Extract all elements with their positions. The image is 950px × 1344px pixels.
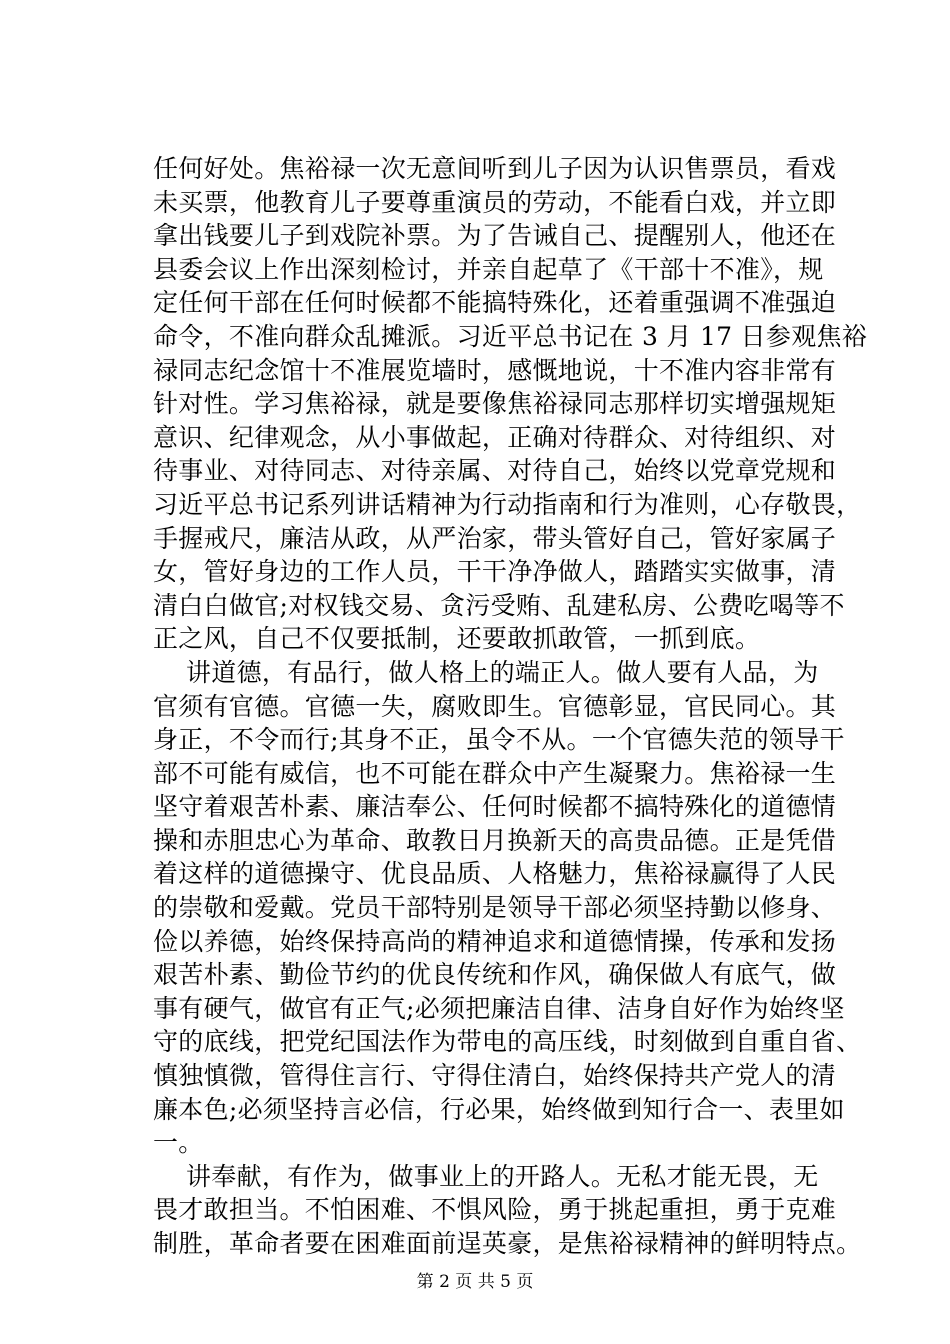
text-line: 禄同志纪念馆十不准展览墙时，感慨地说，十不准内容非常有: [153, 355, 837, 385]
text-line: 俭以养德，始终保持高尚的精神追求和道德情操，传承和发扬: [153, 926, 837, 956]
text-line: 讲道德，有品行，做人格上的端正人。做人要有人品，为: [153, 657, 819, 687]
text-line: 慎独慎微，管得住言行、守得住清白，始终保持共产党人的清: [153, 1061, 837, 1091]
text-line: 意识、纪律观念，从小事做起，正确对待群众、对待组织、对: [153, 422, 837, 452]
text-line: 女，管好身边的工作人员，干干净净做人，踏踏实实做事，清: [153, 557, 837, 587]
text-line: 守的底线，把党纪国法作为带电的高压线，时刻做到自重自省、: [153, 1027, 862, 1057]
text-line: 习近平总书记系列讲话精神为行动指南和行为准则，心存敬畏，: [153, 489, 862, 519]
text-line: 县委会议上作出深刻检讨，并亲自起草了《干部十不准》，规: [153, 254, 824, 284]
text-line: 命令，不准向群众乱摊派。习近平总书记在 3 月 17 日参观焦裕: [153, 321, 868, 351]
text-line: 艰苦朴素、勤俭节约的优良传统和作风，确保做人有底气，做: [153, 960, 837, 990]
text-line: 身正，不令而行;其身不正，虽令不从。一个官德失范的领导干: [153, 725, 845, 755]
text-line: 一。: [153, 1128, 204, 1158]
text-line: 畏才敢担当。不怕困难、不惧风险，勇于挑起重担，勇于克难: [153, 1195, 837, 1225]
text-line: 拿出钱要儿子到戏院补票。为了告诫自己、提醒别人，他还在: [153, 221, 837, 251]
text-line: 操和赤胆忠心为革命、敢教日月换新天的高贵品德。正是凭借: [153, 825, 837, 855]
text-line: 讲奉献，有作为，做事业上的开路人。无私才能无畏，无: [153, 1161, 819, 1191]
text-line: 定任何干部在任何时候都不能搞特殊化，还着重强调不准强迫: [153, 288, 837, 318]
text-line: 正之风，自己不仅要抵制，还要敢抓敢管，一抓到底。: [153, 624, 761, 654]
page-number-footer: 第 2 页 共 5 页: [416, 1272, 534, 1292]
text-line: 未买票，他教育儿子要尊重演员的劳动，不能看白戏，并立即: [153, 187, 837, 217]
text-line: 着这样的道德操守、优良品质、人格魅力，焦裕禄赢得了人民: [153, 859, 837, 889]
text-line: 廉本色;必须坚持言必信，行必果，始终做到知行合一、表里如: [153, 1094, 845, 1124]
text-line: 部不可能有威信，也不可能在群众中产生凝聚力。焦裕禄一生: [153, 758, 837, 788]
text-line: 制胜，革命者要在困难面前逞英豪，是焦裕禄精神的鲜明特点。: [153, 1229, 862, 1258]
text-line: 清白白做官;对权钱交易、贪污受贿、乱建私房、公费吃喝等不: [153, 590, 845, 620]
text-line: 手握戒尺，廉洁从政，从严治家，带头管好自己，管好家属子: [153, 523, 837, 553]
text-line: 的崇敬和爱戴。党员干部特别是领导干部必须坚持勤以修身、: [153, 893, 837, 923]
text-line: 坚守着艰苦朴素、廉洁奉公、任何时候都不搞特殊化的道德情: [153, 792, 837, 822]
body-text: [153, 152, 868, 1261]
text-line: 任何好处。焦裕禄一次无意间听到儿子因为认识售票员，看戏: [153, 154, 837, 183]
text-line: 待事业、对待同志、对待亲属、对待自己，始终以党章党规和: [153, 456, 837, 486]
text-line: 针对性。学习焦裕禄，就是要像焦裕禄同志那样切实增强规矩: [153, 389, 837, 419]
text-line: 事有硬气，做官有正气;必须把廉洁自律、洁身自好作为始终坚: [153, 993, 845, 1023]
text-line: 官须有官德。官德一失，腐败即生。官德彰显，官民同心。其: [153, 691, 837, 721]
